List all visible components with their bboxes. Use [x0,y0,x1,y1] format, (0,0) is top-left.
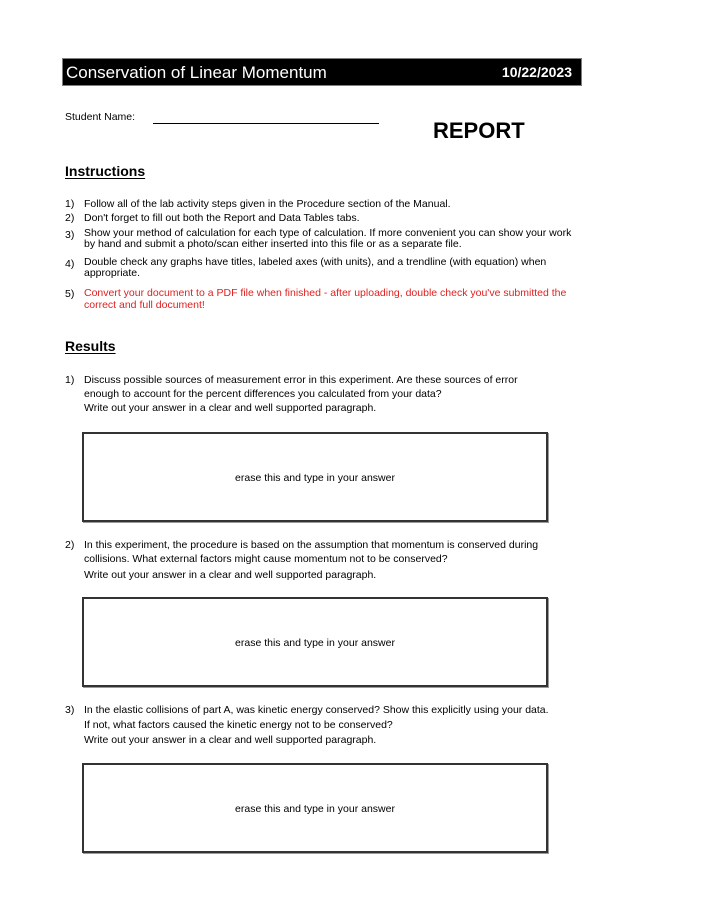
instructions-heading: Instructions [65,163,146,179]
question-text: Write out your answer in a clear and well supported paragraph. [84,569,377,581]
answer-placeholder[interactable]: erase this and type in your answer [235,472,395,484]
question-text: If not, what factors caused the kinetic energy not to be conserved? [84,719,393,731]
instruction-text: appropriate. [84,267,141,279]
answer-box[interactable] [82,597,548,687]
document-title: Conservation of Linear Momentum [66,63,327,82]
question-number: 3) [65,704,75,716]
instruction-number: 1) [65,198,75,210]
student-name-label: Student Name: [65,111,136,123]
question-text: Discuss possible sources of measurement error in this experiment. Are these sources of error [84,374,518,386]
report-title: REPORT [433,118,525,143]
question-text: Write out your answer in a clear and well supported paragraph. [84,402,377,414]
question-number: 2) [65,539,75,551]
question-text: collisions. What external factors might cause momentum not to be conserved? [84,553,448,565]
answer-box[interactable] [82,432,548,522]
question-text: enough to account for the percent differences you calculated from your data? [84,388,442,400]
answer-placeholder[interactable]: erase this and type in your answer [235,637,395,649]
instruction-text: Follow all of the lab activity steps given in the Procedure section of the Manual. [84,198,451,210]
instruction-number: 2) [65,212,75,224]
answer-placeholder[interactable]: erase this and type in your answer [235,803,395,815]
instruction-number: 5) [65,288,75,300]
results-heading: Results [65,338,116,354]
question-text: In the elastic collisions of part A, was kinetic energy conserved? Show this explicitly using your data. [84,704,549,716]
instruction-text: by hand and submit a photo/scan either inserted into this file or as a separate file. [84,238,462,250]
document-title-bar [62,58,582,86]
instruction-number: 4) [65,258,75,270]
student-name-field[interactable] [153,123,379,124]
question-text: In this experiment, the procedure is based on the assumption that momentum is conserved during [84,539,539,551]
instruction-text: Don't forget to fill out both the Report and Data Tables tabs. [84,212,360,224]
instruction-text-warning: Convert your document to a PDF file when finished - after uploading, double check you've submitted the [84,287,567,299]
question-number: 1) [65,374,75,386]
instruction-text-warning: correct and full document! [84,299,205,311]
instruction-text: Show your method of calculation for each type of calculation. If more convenient you can show your work [84,227,572,239]
question-text: Write out your answer in a clear and well supported paragraph. [84,734,377,746]
instruction-text: Double check any graphs have titles, labeled axes (with units), and a trendline (with equation) when [84,256,547,268]
instruction-number: 3) [65,229,75,241]
document-date: 10/22/2023 [501,64,572,80]
answer-box[interactable] [82,763,548,853]
